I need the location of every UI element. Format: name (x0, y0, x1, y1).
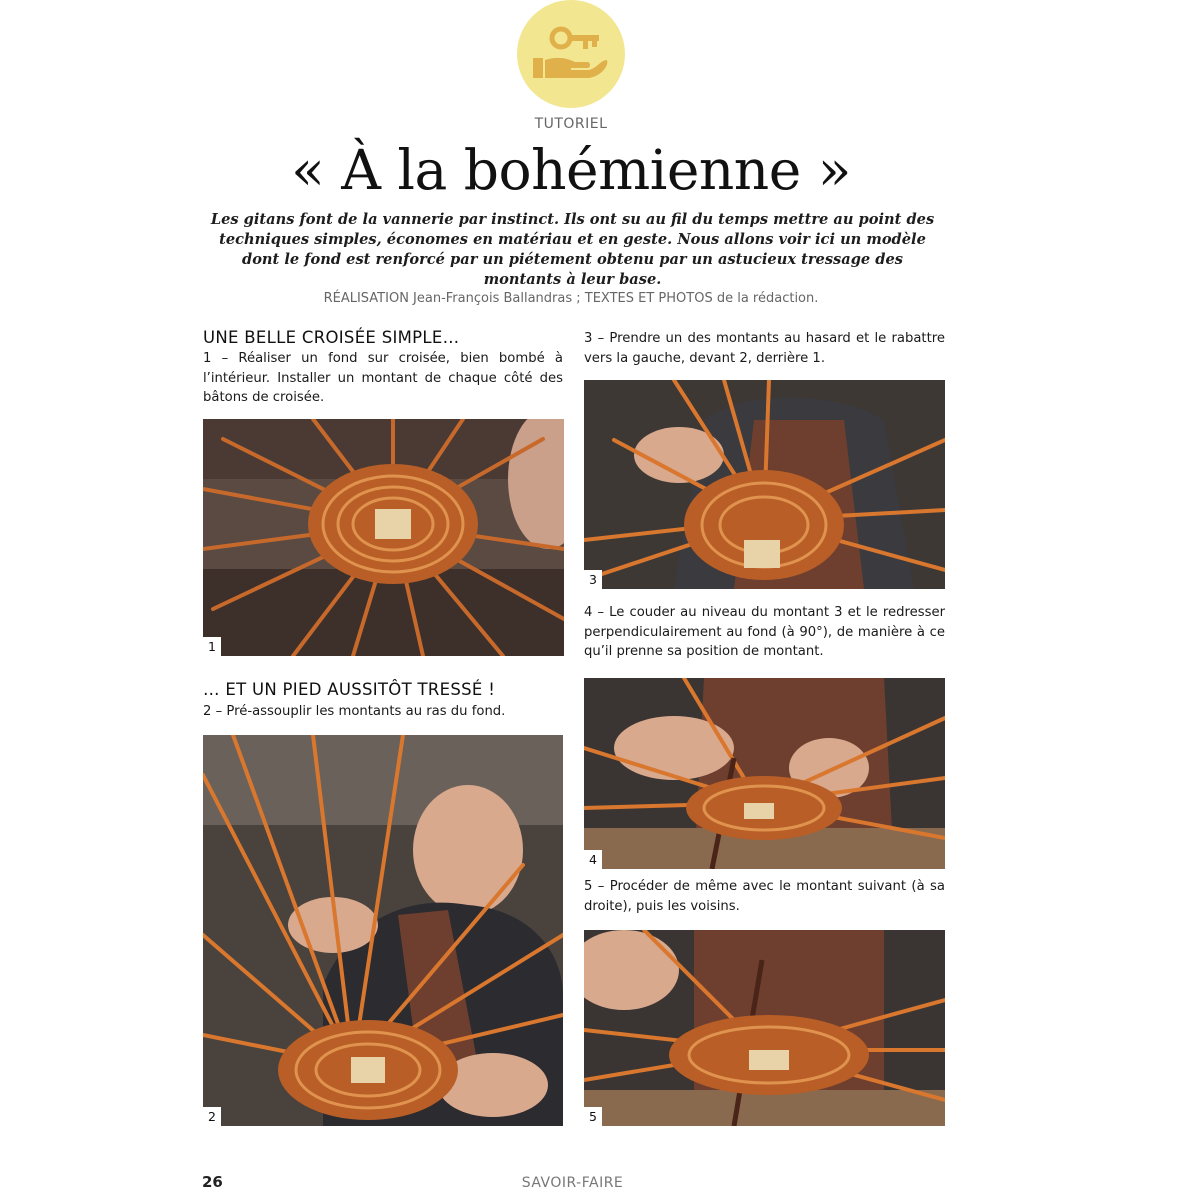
section-label: TUTORIEL (534, 116, 608, 132)
photo-step-1 (203, 419, 564, 656)
step-1-text: 1 – Réaliser un fond sur croisée, bien bombé à l’intérieur. Installer un montant de chaque côté des bâtons de croisée. (203, 351, 563, 405)
footer-section-name: SAVOIR-FAIRE (521, 1175, 624, 1191)
intro-paragraph: Les gitans font de la vannerie par instinct. Ils ont su au fil du temps mettre au point des techniques simples, économes en matériau et en geste. Nous allons voir ici un modèle dont le fond est renforcé par un piétement obtenu par un astucieux tressage des montants à leur base. (210, 211, 935, 288)
photo-number: 1 (203, 637, 221, 656)
credits-line: RÉALISATION Jean-François Ballandras ; TEXTES ET PHOTOS de la rédaction. (323, 291, 819, 306)
step-3-text: 3 – Prendre un des montants au hasard et le rabattre vers la gauche, devant 2, derrière 1. (584, 331, 945, 366)
heading-pied: … ET UN PIED AUSSITÔT TRESSÉ ! (203, 680, 496, 699)
photo-step-3 (584, 380, 945, 589)
key-on-hand-icon (517, 0, 625, 108)
photo-step-2 (203, 735, 563, 1126)
heading-croisee: UNE BELLE CROISÉE SIMPLE… (203, 328, 460, 347)
photo-number: 5 (584, 1107, 602, 1126)
page-number: 26 (202, 1173, 223, 1191)
step-4-text: 4 – Le couder au niveau du montant 3 et le redresser perpendiculairement au fond (à 90°), de manière à ce qu’il prenne sa position de montant. (584, 605, 945, 659)
photo-number: 3 (584, 570, 602, 589)
step-2-text: 2 – Pré-assouplir les montants au ras du fond. (203, 704, 506, 719)
page-title: « À la bohémienne » (291, 138, 851, 202)
step-5-text: 5 – Procéder de même avec le montant suivant (à sa droite), puis les voisins. (584, 879, 945, 914)
photo-step-5 (584, 930, 945, 1126)
photo-number: 4 (584, 850, 602, 869)
photo-step-4 (584, 678, 945, 869)
photo-number: 2 (203, 1107, 221, 1126)
